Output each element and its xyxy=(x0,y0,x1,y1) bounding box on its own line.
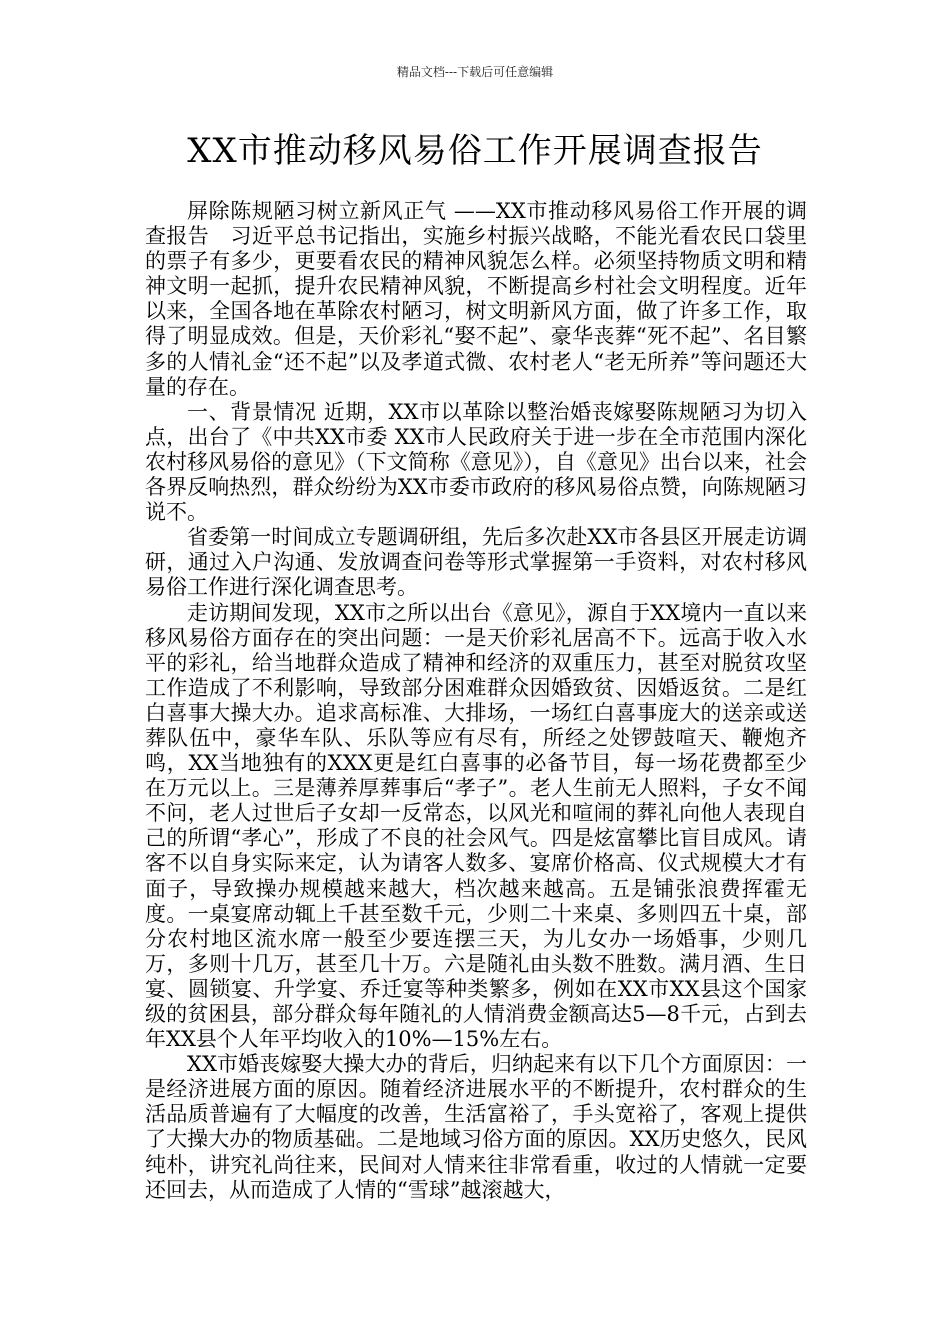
paragraph-causes: XX市婚丧嫁娶大操大办的背后，归纳起来有以下几个方面原因：一是经济进展方面的原因。随着经济进展水平的不断提升，农村群众的生活品质普遍有了大幅度的改善，生活富裕了，手头宽裕了，客观上提供了大操大办的物质基础。二是地域习俗方面的原因。XX历史悠久，民风纯朴，讲究礼尚往来，民间对人情来往非常看重，收过的人情就一定要还回去，从而造成了人情的“雪球”越滚越大， xyxy=(145,1052,807,1202)
paragraph-intro: 屏除陈规陋习树立新风正气 ——XX市推动移风易俗工作开展的调查报告 习近平总书记指出，实施乡村振兴战略，不能光看农民口袋里的票子有多少，更要看农民的精神风貌怎么样。必须坚持物质文明和精神文明一起抓，提升农民精神风貌，不断提高乡村社会文明程度。近年以来，全国各地在革除农村陋习，树文明新风方面，做了许多工作，取得了明显成效。但是，天价彩礼“娶不起”、豪华丧葬“死不起”、名目繁多的人情礼金“还不起”以及孝道式微、农村老人“老无所养”等问题还大量的存在。 xyxy=(145,199,807,399)
header-note: 精品文档---下载后可任意编辑 xyxy=(396,65,554,79)
paragraph-background: 一、背景情况 近期，XX市以革除以整治婚丧嫁娶陈规陋习为切入点，出台了《中共XX市委 XX市人民政府关于进一步在全市范围内深化农村移风易俗的意见》（下文简称《意见》），自《意见》出台以来，社会各界反响热烈，群众纷纷为XX市委市政府的移风易俗点赞，向陈规陋习说不。 xyxy=(145,399,807,525)
paragraph-research: 省委第一时间成立专题调研组，先后多次赴XX市各县区开展走访调研，通过入户沟通、发放调查问卷等形式掌握第一手资料，对农村移风易俗工作进行深化调查思考。 xyxy=(145,525,807,600)
paragraph-problems: 走访期间发现，XX市之所以出台《意见》，源自于XX境内一直以来移风易俗方面存在的突出问题：一是天价彩礼居高不下。远高于收入水平的彩礼，给当地群众造成了精神和经济的双重压力，甚至对脱贫攻坚工作造成了不利影响，导致部分困难群众因婚致贫、因婚返贫。二是红白喜事大操大办。追求高标准、大排场，一场红白喜事庞大的送亲或送葬队伍中，豪华车队、乐队等应有尽有，所经之处锣鼓喧天、鞭炮齐鸣，XX当地独有的XXX更是红白喜事的必备节目，每一场花费都至少在万元以上。三是薄养厚葬事后“孝子”。老人生前无人照料，子女不闻不问，老人过世后子女却一反常态，以风光和喧闹的葬礼向他人表现自己的所谓“孝心”，形成了不良的社会风气。四是炫富攀比盲目成风。请客不以自身实际来定，认为请客人数多、宴席价格高、仪式规模大才有面子，导致操办规模越来越大，档次越来越高。五是铺张浪费挥霍无度。一桌宴席动辄上千甚至数千元，少则二十来桌、多则四五十桌，部分农村地区流水席一般至少要连摆三天，为儿女办一场婚事，少则几万，多则十几万，甚至几十万。六是随礼由头数不胜数。满月酒、生日宴、圆锁宴、升学宴、乔迁宴等种类繁多，例如在XX市XX县这个国家级的贫困县，部分群众每年随礼的人情消费金额高达5—8千元，占到去年XX县个人年平均收入的10%—15%左右。 xyxy=(145,600,807,1052)
document-title: XX市推动移风易俗工作开展调查报告 xyxy=(187,131,763,171)
document-body xyxy=(145,199,807,1203)
